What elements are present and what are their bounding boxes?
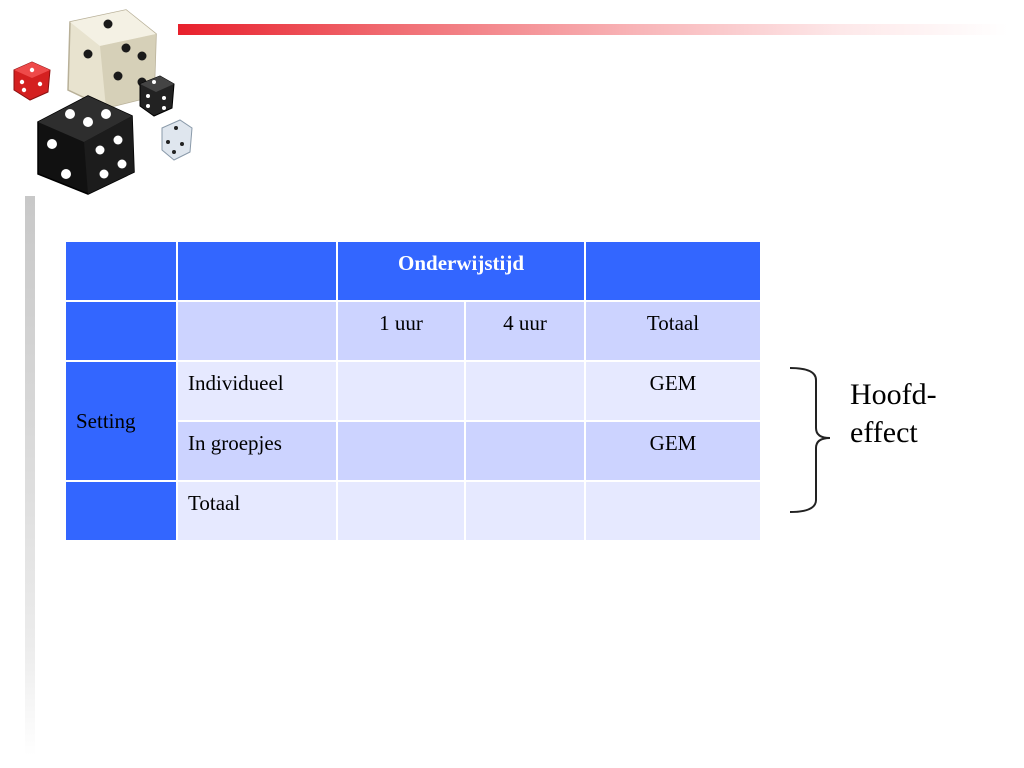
row-label-cell [177,481,337,541]
table-subheader-row [65,301,761,361]
table-cell [337,481,465,541]
table-cell [337,421,465,481]
row-label: In groepjes [188,431,282,455]
header-onderwijstijd-cell [337,241,585,301]
row-label-cell [177,421,337,481]
red-die-icon [14,62,50,100]
row-total-cell [585,361,761,421]
subheader-col1-label: 1 uur [379,311,423,335]
cell-value [348,482,454,490]
small-black-die-icon [140,76,174,116]
subheader-col1-cell [337,301,465,361]
table-cell [65,481,177,541]
cell-value [348,422,454,430]
cell-value [348,362,454,370]
cell-value [476,482,574,490]
small-white-die-icon [162,120,192,160]
row-total-cell [585,421,761,481]
row-total-value: GEM [649,431,697,455]
table-cell [465,481,585,541]
row-group-setting-cell [65,361,177,481]
table-cell [65,301,177,361]
table-cell [585,241,761,301]
row-total-value: GEM [649,371,697,395]
subheader-col2-label: 4 uur [503,311,547,335]
table-header-row [65,241,761,301]
right-brace-icon [786,366,836,516]
main-effect-annotation [850,376,937,452]
row-group-setting-label: Setting [76,408,136,433]
row-total-cell [585,481,761,541]
table-cell [465,361,585,421]
table-cell [65,241,177,301]
table-cell [465,421,585,481]
table-row [65,481,761,541]
annotation-line-2: effect [850,416,918,449]
table-row [65,361,761,421]
left-gradient-bar [25,196,35,756]
row-label: Totaal [188,491,241,515]
annotation-line-1: Hoofd- [850,378,937,411]
table-cell [337,361,465,421]
dice-icon [8,4,198,196]
row-label: Individueel [188,371,284,395]
subheader-total-cell [585,301,761,361]
header-onderwijstijd-label: Onderwijstijd [398,251,524,275]
cell-value [476,362,574,370]
cell-value [476,422,574,430]
subheader-total-label: Totaal [646,311,700,335]
design-table [64,240,762,542]
big-black-die-icon [38,96,134,194]
row-label-cell [177,361,337,421]
top-gradient-bar [178,24,1008,35]
subheader-col2-cell [465,301,585,361]
row-total-value [596,482,750,490]
table-cell [177,241,337,301]
table-cell [177,301,337,361]
